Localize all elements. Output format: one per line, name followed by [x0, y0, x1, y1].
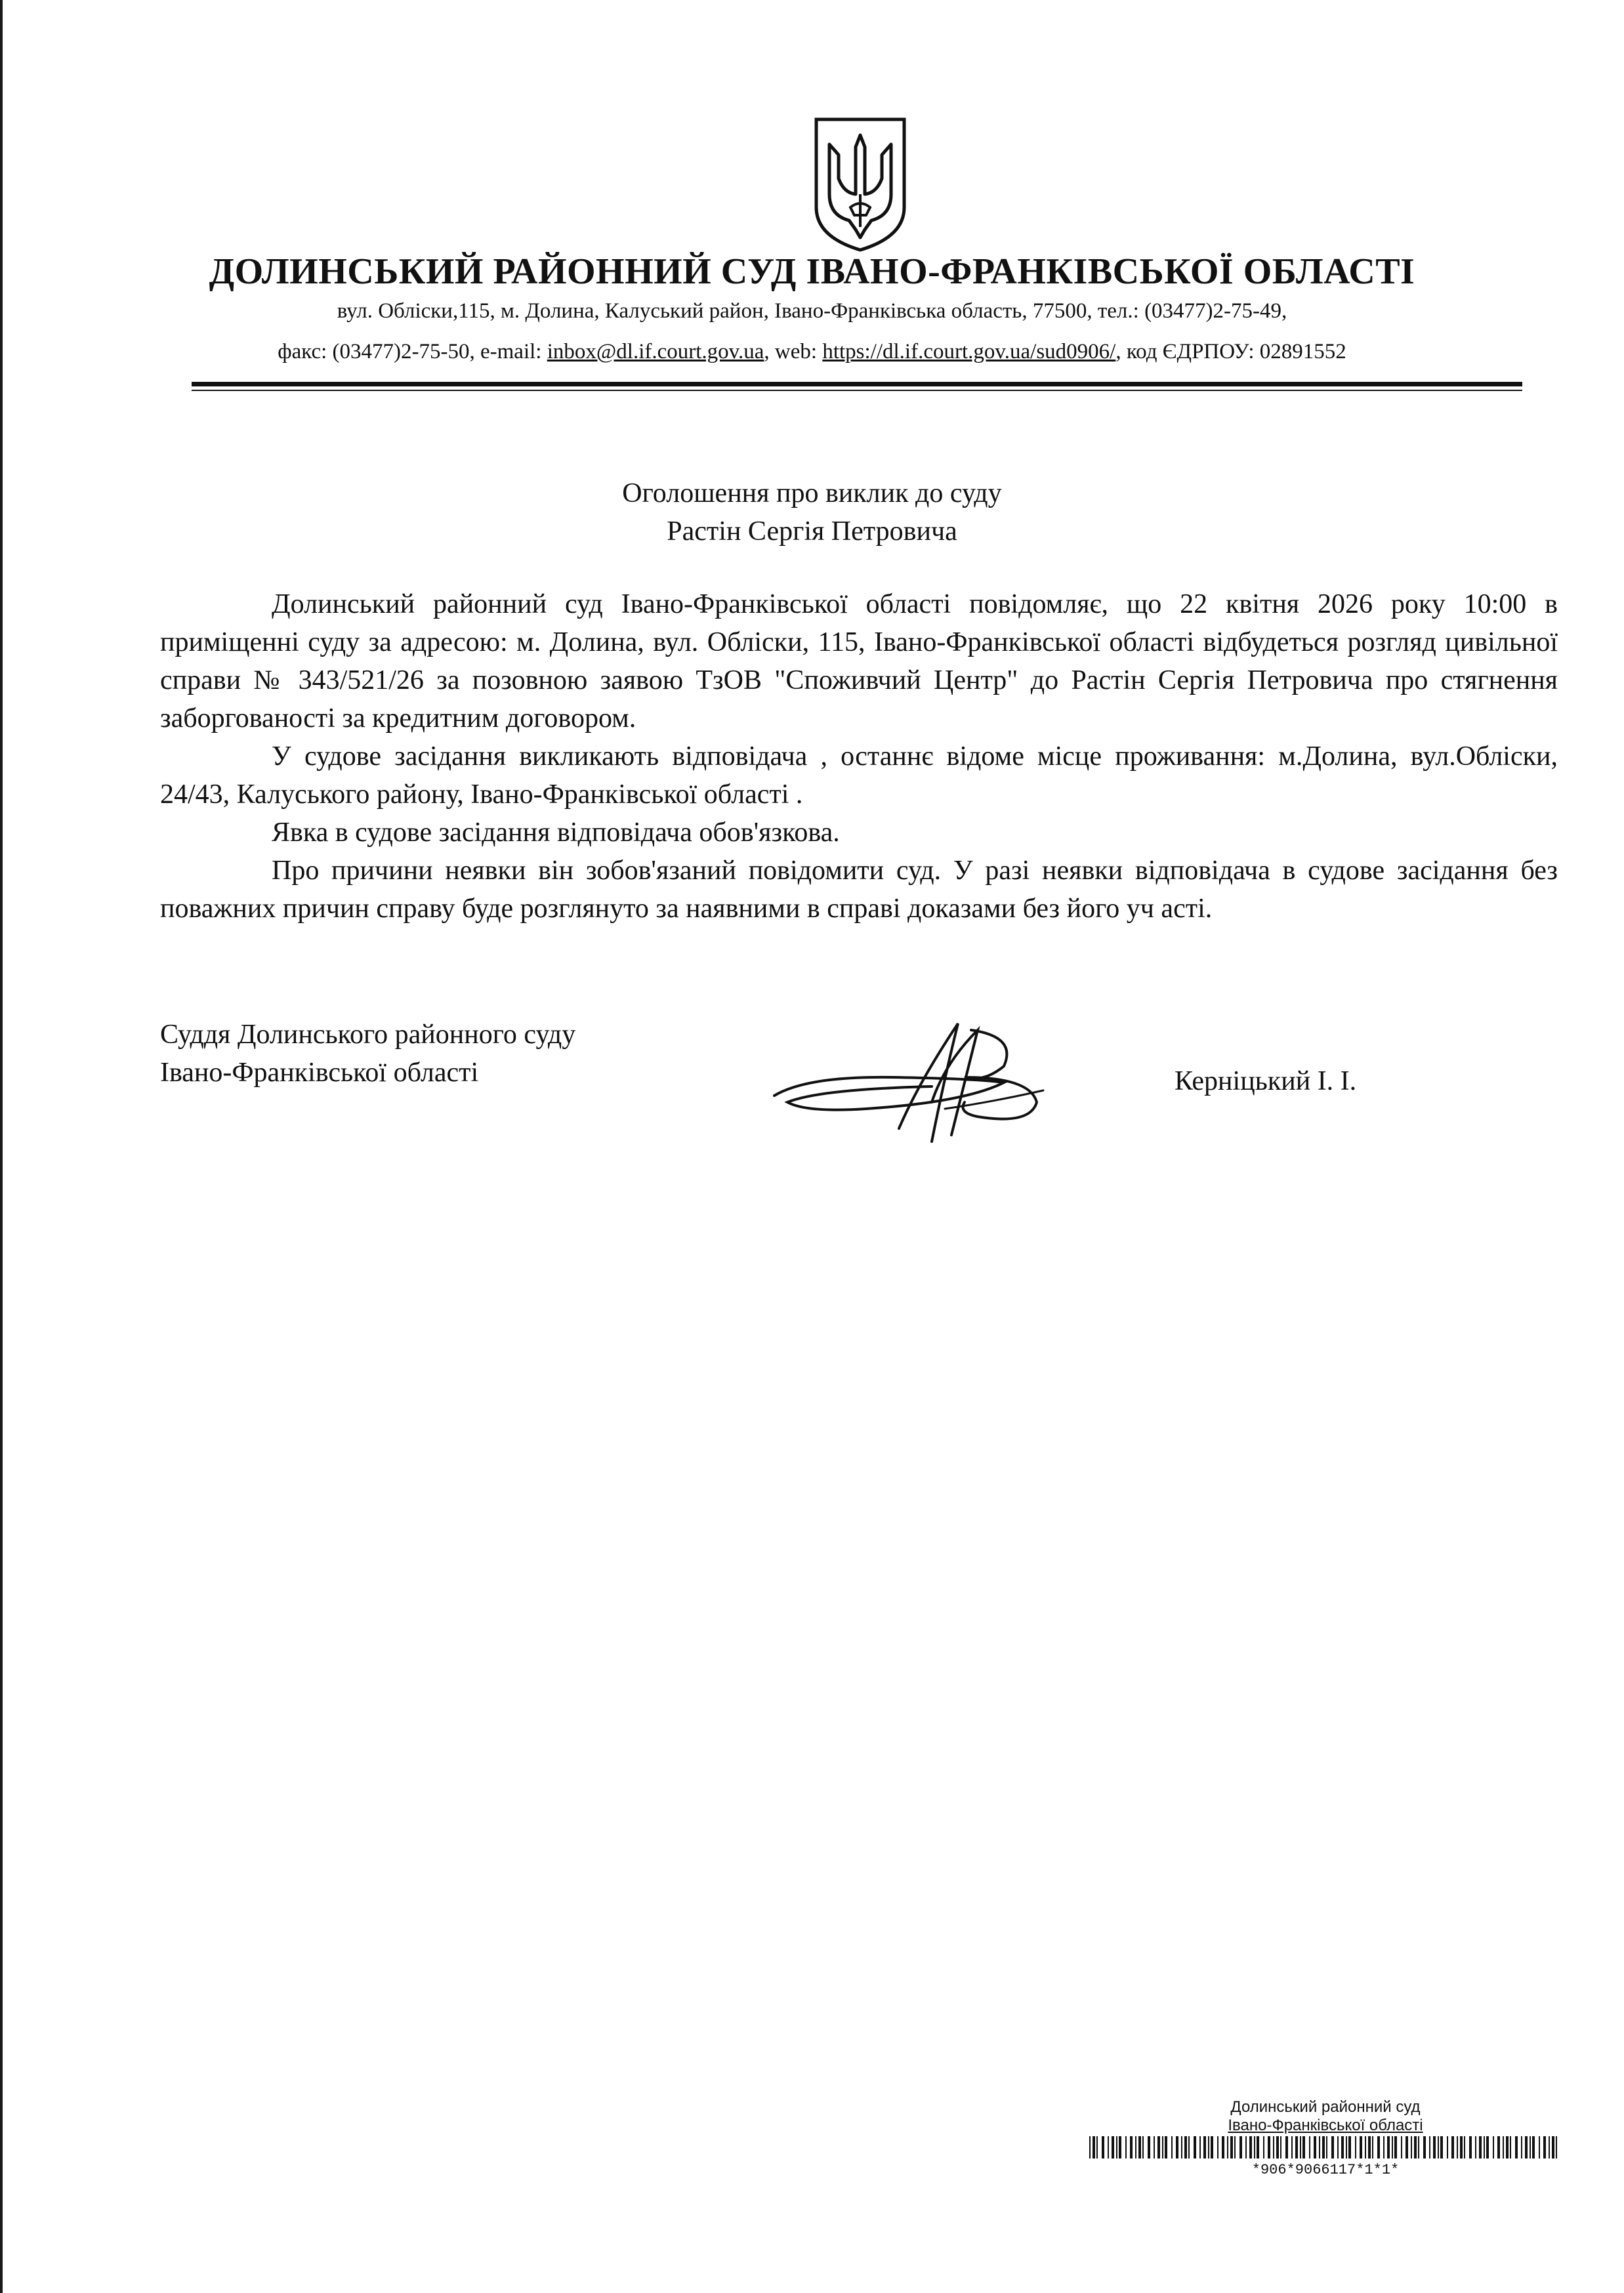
- barcode-bar: [1194, 2136, 1196, 2159]
- barcode-bar: [1365, 2136, 1366, 2159]
- barcode-bar: [1309, 2136, 1310, 2159]
- barcode-bar: [1148, 2136, 1150, 2159]
- barcode-bar: [1165, 2136, 1167, 2159]
- body-paragraph-attendance: Явка в судове засідання відповідача обов'язкова.: [272, 817, 840, 848]
- barcode-bar: [1273, 2136, 1274, 2159]
- barcode-bar: [1326, 2136, 1327, 2159]
- stamp-barcode-code: *906*9066117*1*1*: [1251, 2162, 1400, 2178]
- barcode-bar: [1394, 2136, 1397, 2159]
- website-link[interactable]: https://dl.if.court.gov.ua/sud0906/: [822, 340, 1116, 363]
- barcode-bar: [1401, 2136, 1402, 2159]
- barcode-bar: [1525, 2136, 1528, 2159]
- handwritten-signature-icon: [768, 1004, 1070, 1155]
- barcode-bar: [1460, 2136, 1463, 2159]
- barcode-bar: [1125, 2136, 1127, 2159]
- barcode-bar: [1211, 2136, 1213, 2159]
- stamp-court-line: Долинський районний суд: [1230, 2098, 1421, 2116]
- barcode-bar: [1138, 2136, 1141, 2159]
- barcode-bar: [1268, 2136, 1270, 2159]
- judge-position-line1: Суддя Долинського районного суду: [160, 1020, 576, 1050]
- barcode-bar: [1263, 2136, 1264, 2159]
- barcode-bar: [1319, 2136, 1320, 2159]
- barcode-bar: [1451, 2136, 1454, 2159]
- barcode-bar: [1521, 2136, 1522, 2159]
- barcode-bar: [1331, 2136, 1334, 2159]
- barcode-bar: [1234, 2136, 1236, 2159]
- barcode-bar: [1486, 2136, 1489, 2159]
- barcode-bar: [1530, 2136, 1531, 2159]
- notice-title: Оголошення про виклик до суду: [622, 478, 1002, 508]
- barcode-bar: [1135, 2136, 1136, 2159]
- barcode-bar: [1300, 2136, 1301, 2159]
- barcode-bar: [1438, 2136, 1439, 2159]
- barcode-bar: [1295, 2136, 1298, 2159]
- barcode-bar: [1503, 2136, 1504, 2159]
- barcode-bar: [1184, 2136, 1187, 2159]
- registration-stamp: [1089, 2098, 1562, 2178]
- barcode-bar: [1162, 2136, 1163, 2159]
- barcode-bar: [1154, 2136, 1155, 2159]
- barcode-bar: [1447, 2136, 1448, 2159]
- barcode-bar: [1285, 2136, 1288, 2159]
- barcode-bar: [1157, 2136, 1160, 2159]
- barcode-bar: [1368, 2136, 1371, 2159]
- barcode-bar: [1377, 2136, 1380, 2159]
- barcode-bar: [1549, 2136, 1550, 2159]
- barcode-bar: [1360, 2136, 1362, 2159]
- barcode-bar: [1096, 2136, 1098, 2159]
- barcode-bar: [1181, 2136, 1182, 2159]
- barcode-bar: [1414, 2136, 1417, 2159]
- barcode-bar: [1479, 2136, 1482, 2159]
- barcode-bar: [1532, 2136, 1535, 2159]
- barcode-bar: [1217, 2136, 1218, 2159]
- barcode-bar: [1142, 2136, 1144, 2159]
- barcode-bar: [1515, 2136, 1518, 2159]
- barcode-bar: [1130, 2136, 1133, 2159]
- barcode-bar: [1372, 2136, 1373, 2159]
- court-address-line: вул. Обліски,115, м. Долина, Калуський район, Івано-Франківська область, 77500, тел.: (03477)2-75-49,: [337, 299, 1287, 323]
- barcode-bar: [1239, 2136, 1242, 2159]
- barcode-bar: [1346, 2136, 1347, 2159]
- judge-position-line2: Івано-Франківської області: [160, 1058, 479, 1088]
- barcode-bar: [1341, 2136, 1344, 2159]
- barcode-bar: [1440, 2136, 1443, 2159]
- barcode-bar: [1254, 2136, 1255, 2159]
- barcode-bar: [1208, 2136, 1209, 2159]
- barcode-bar: [1203, 2136, 1206, 2159]
- barcode-bar: [1337, 2136, 1339, 2159]
- barcode-bar: [1493, 2136, 1494, 2159]
- barcode-bar: [1257, 2136, 1259, 2159]
- barcode-bar: [1475, 2136, 1476, 2159]
- barcode-bar: [1418, 2136, 1419, 2159]
- barcode-bar: [1276, 2136, 1279, 2159]
- barcode-bar: [1102, 2136, 1104, 2159]
- barcode-bar: [1093, 2136, 1095, 2159]
- barcode-bar: [1383, 2136, 1385, 2159]
- barcode-bar: [1108, 2136, 1109, 2159]
- judge-position: [160, 1016, 575, 1092]
- barcode-bar: [1457, 2136, 1458, 2159]
- barcode-bar: [1249, 2136, 1252, 2159]
- court-contacts-line: [131, 340, 1493, 364]
- fax-text: факс: (03477)2-75-50, e-mail:: [278, 340, 547, 363]
- barcode-bar: [1469, 2136, 1472, 2159]
- trident-coat-of-arms-icon: [811, 115, 909, 253]
- barcode-bar: [1497, 2136, 1500, 2159]
- barcode-bar: [1176, 2136, 1178, 2159]
- barcode-bar: [1245, 2136, 1247, 2159]
- court-name-heading: ДОЛИНСЬКИЙ РАЙОННИЙ СУД ІВАНО-ФРАНКІВСЬКОЇ ОБЛАСТІ: [209, 251, 1415, 292]
- barcode-bar: [1506, 2136, 1509, 2159]
- notice-addressee: Растін Сергія Петровича: [667, 516, 957, 547]
- scan-edge: [0, 0, 3, 2293]
- barcode-bar: [1552, 2136, 1554, 2159]
- barcode-bar: [1510, 2136, 1511, 2159]
- barcode-bar: [1348, 2136, 1351, 2159]
- barcode-bar: [1556, 2136, 1557, 2159]
- stamp-region-line: Івано-Франківської області: [1228, 2117, 1423, 2134]
- barcode-bar: [1433, 2136, 1436, 2159]
- barcode-bar: [1199, 2136, 1201, 2159]
- web-label: , web:: [764, 340, 823, 363]
- header-divider-thin: [192, 390, 1522, 391]
- barcode-bar: [1302, 2136, 1305, 2159]
- barcode-bar: [1355, 2136, 1356, 2159]
- notice-body: [160, 585, 1558, 928]
- barcode-bar: [1230, 2136, 1233, 2159]
- barcode-bar: [1227, 2136, 1228, 2159]
- barcode-bar: [1291, 2136, 1293, 2159]
- barcode-bar: [1222, 2136, 1224, 2159]
- barcode-bar: [1119, 2136, 1121, 2159]
- barcode-bar: [1484, 2136, 1485, 2159]
- barcode-bar: [1411, 2136, 1412, 2159]
- barcode-bar: [1423, 2136, 1426, 2159]
- header-divider-thick: [192, 382, 1522, 386]
- barcode-bar: [1188, 2136, 1190, 2159]
- barcode-bar: [1171, 2136, 1173, 2159]
- barcode-bar: [1280, 2136, 1281, 2159]
- barcode-bar: [1539, 2136, 1540, 2159]
- barcode-bar: [1089, 2136, 1091, 2159]
- barcode-bar: [1405, 2136, 1408, 2159]
- barcode-bar: [1322, 2136, 1325, 2159]
- email-link[interactable]: inbox@dl.if.court.gov.ua: [547, 340, 764, 363]
- barcode-bar: [1429, 2136, 1430, 2159]
- barcode-bar: [1314, 2136, 1316, 2159]
- body-paragraph-summons: У судове засідання викликають відповідача , останнє відоме місце проживання: м.Долина, вул.Обліски, 24/43, Калуського району, Івано-Франківської області .: [160, 741, 1558, 810]
- barcode-bar: [1387, 2136, 1390, 2159]
- edrpou-code: , код ЄДРПОУ: 02891552: [1115, 340, 1346, 363]
- judge-name: Керніцький І. І.: [1175, 1066, 1357, 1096]
- barcode-bar: [1112, 2136, 1114, 2159]
- barcode-bar: [1543, 2136, 1546, 2159]
- body-paragraph-hearing: Долинський районний суд Івано-Франківської області повідомляє, що 22 квітня 2026 року 10:00 в приміщенні суду за адресою: м. Долина, вул. Обліски, 115, Івано-Франківської області відбудеться розгляд цивільної справи № 343/521/26 за позовною заявою ТзОВ "Споживчий Центр" до Растін Сергія Петровича про стягнення заборгованості за кредитним договором.: [160, 589, 1558, 733]
- barcode-bar: [1392, 2136, 1393, 2159]
- barcode-icon: [1089, 2136, 1562, 2159]
- barcode-bar: [1116, 2136, 1117, 2159]
- barcode-bar: [1464, 2136, 1465, 2159]
- body-paragraph-absence: Про причини неявки він зобов'язаний повідомити суд. У разі неявки відповідача в судове засідання без поважних причин справу буде розглянуто за наявними в справі доказами без його уч асті.: [160, 856, 1558, 924]
